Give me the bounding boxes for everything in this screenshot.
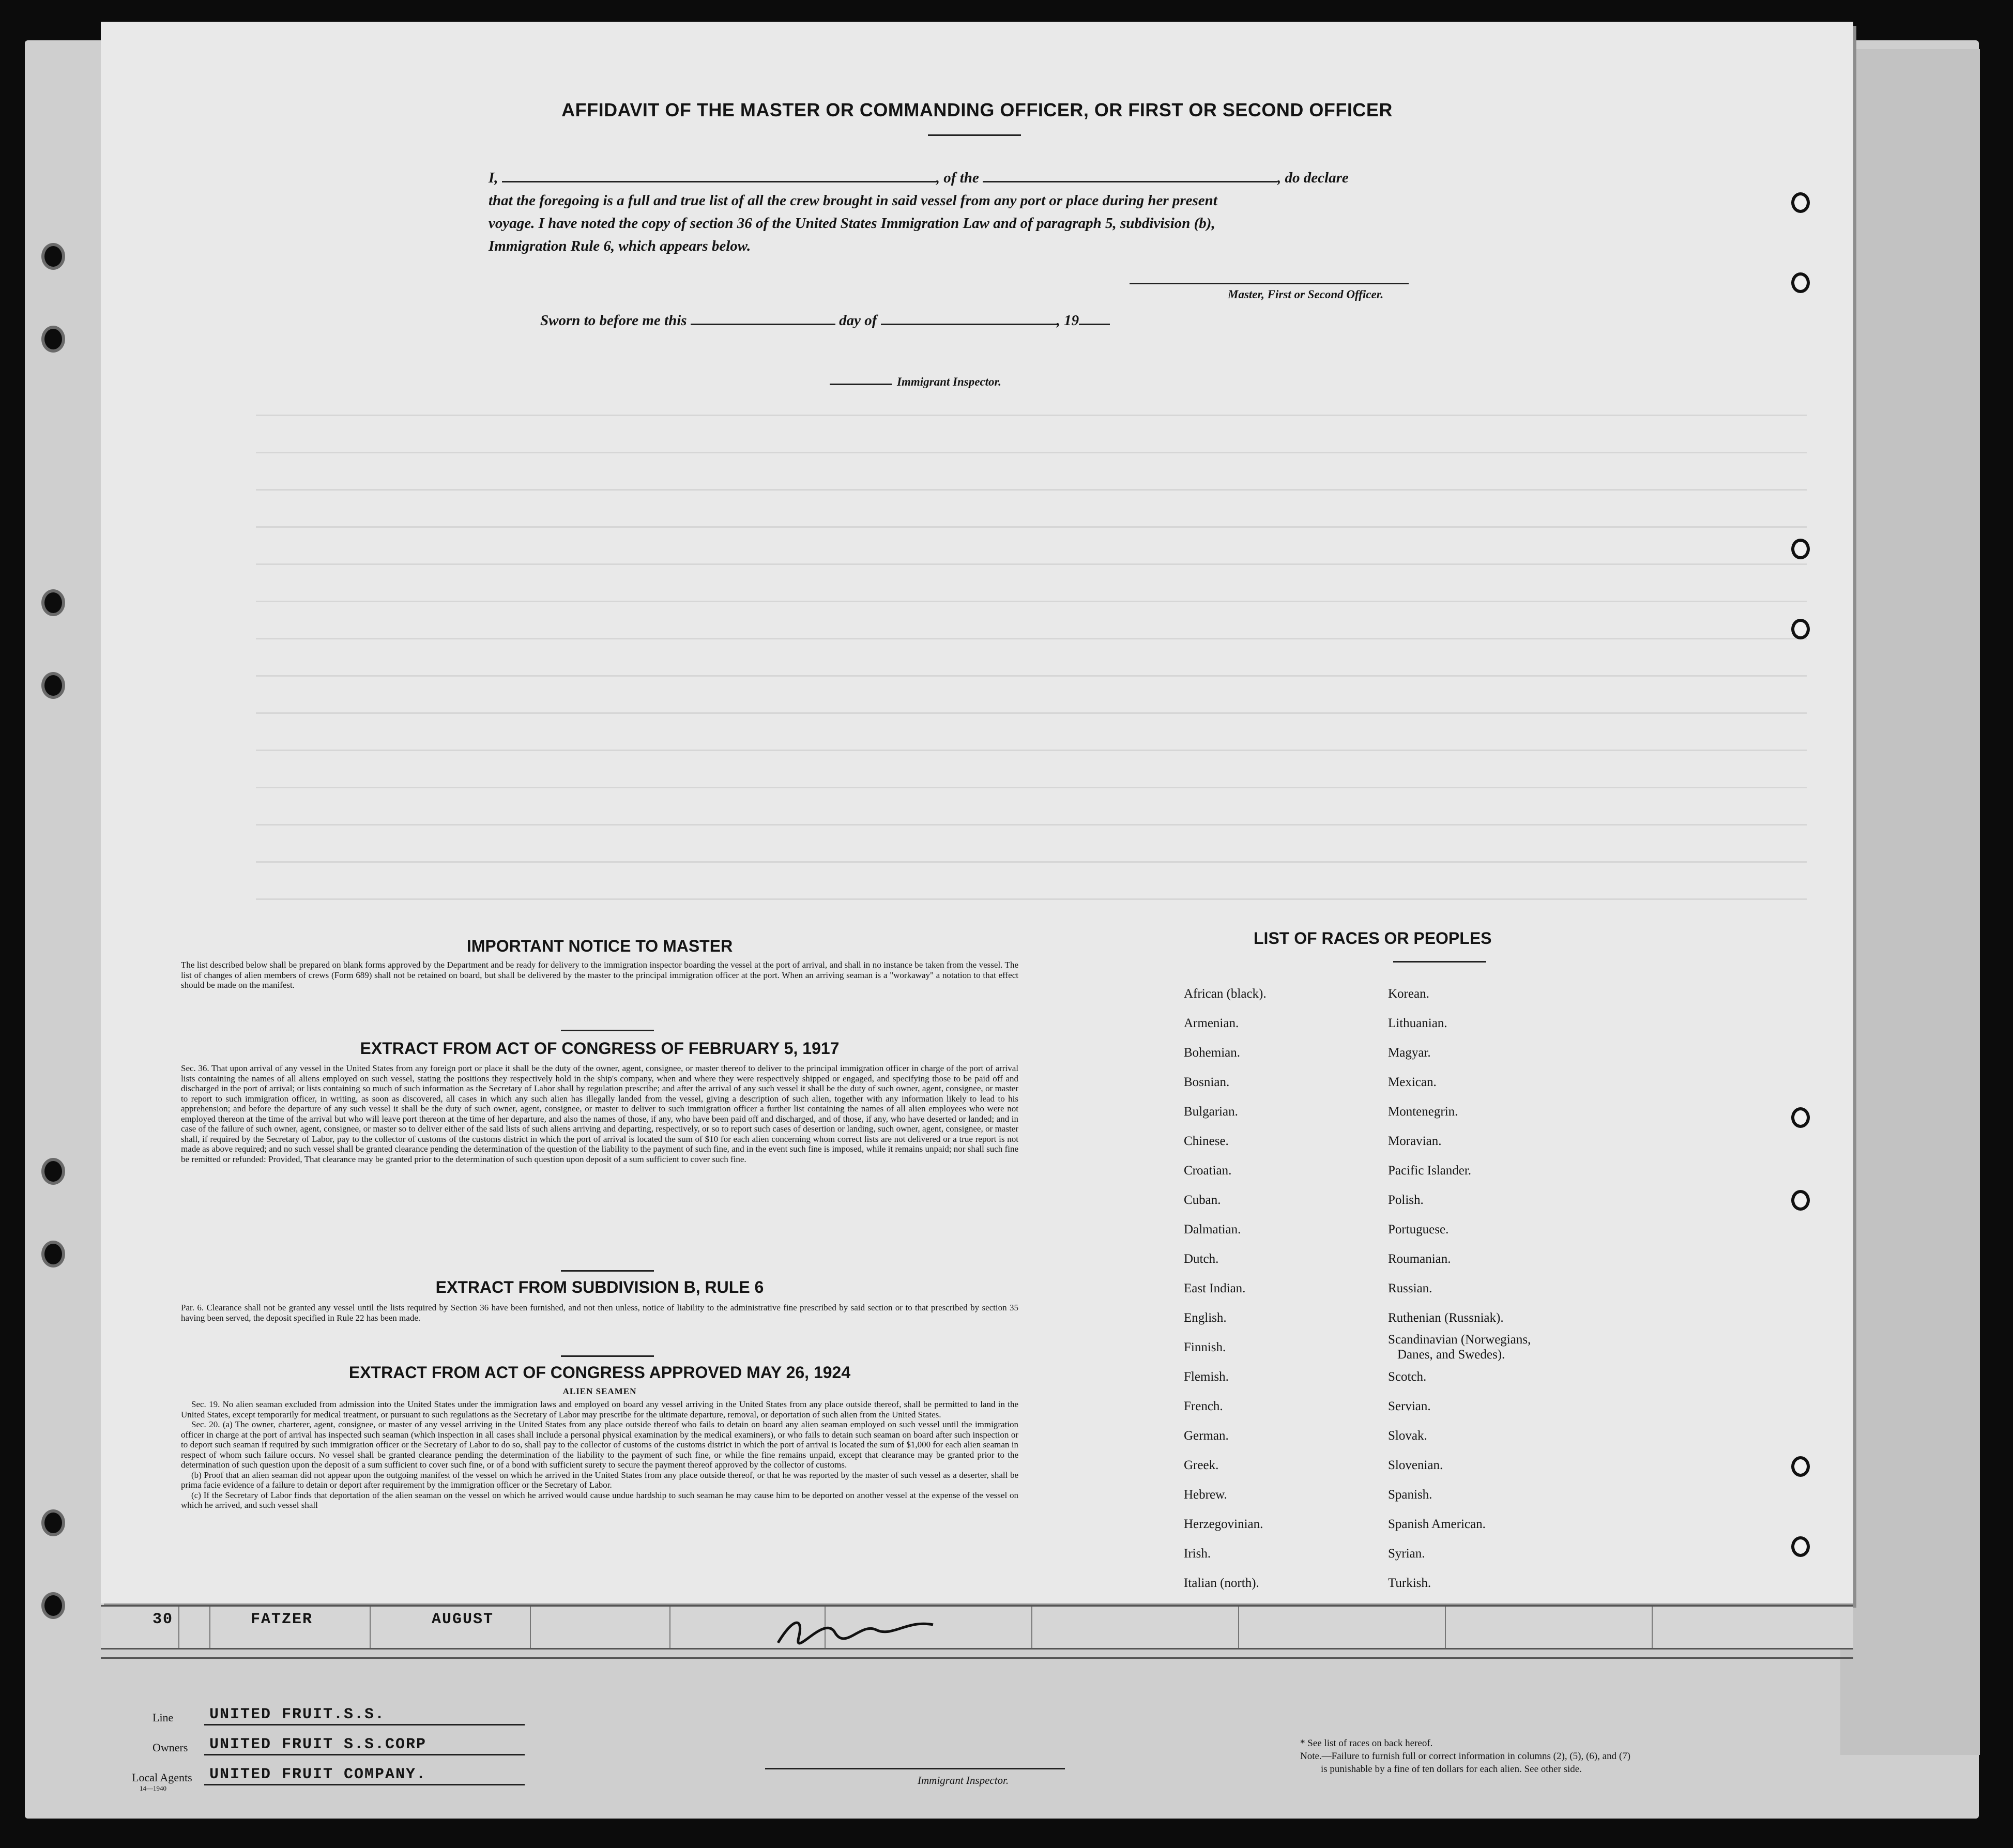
footer-notes: * See list of races on back hereof. Note.—Failure to furnish full or correct information in columns (2), (5), (6), and (7) is punishable by a fine of ten dollars for each alien. See other side.	[1300, 1738, 1630, 1775]
affidavit-page	[101, 22, 1853, 1603]
affidavit-line2: that the foregoing is a full and true list of all the crew brought in said vessel from any port or place during her present	[489, 192, 1217, 209]
binder-hole	[41, 1158, 65, 1185]
binder-hole	[41, 1592, 65, 1619]
notice-body: The list described below shall be prepared on blank forms approved by the Department and be ready for delivery to the immigration inspector boarding the vessel at the port of arrival, and shall in no instance be taken from the vessel. The list of changes of alien members of crews (Form 689) shall not be retained on board, but shall be delivered by the master to the principal immigration officer at the port. When an arriving seaman is a "workaway" a notation to that effect should be made on the manifest.	[181, 960, 1018, 990]
race-item: Turkish.	[1388, 1576, 1431, 1590]
handwritten-signature	[773, 1612, 938, 1648]
footer	[101, 1649, 1853, 1814]
crew-list-row	[101, 1605, 1853, 1650]
race-item: Spanish American.	[1388, 1517, 1486, 1531]
vessel-blank	[983, 181, 1277, 182]
race-item: Bohemian.	[1184, 1046, 1241, 1060]
agents-label: Local Agents	[132, 1771, 192, 1784]
sworn-line: Sworn to before me this day of , 19	[540, 312, 1110, 329]
extract-1924-body: Sec. 19. No alien seaman excluded from admission into the United States under the immigration laws and employed on board any vessel arriving in the United States from any place outside thereof, shall be permitted to land in the United States, except temporarily for medical treatment, or pursuant to such regulations as the Secretary of Labor may prescribe for the ultimate departure, removal, or deportation of such alien from the United States. Sec. 20. (a) The owner, charterer, agent, consignee, or master of any vessel arriving in the United States from any place outside thereof who fails to detain on board any alien seaman employed on such vessel until the immigration officer in charge at the port of arrival has inspected such seaman (which inspection in all cases shall include a personal physical examination by the medical examiners), or who fails to detain such seaman on board after such inspection or to deport such seaman if required by such immigration officer or the Secretary of Labor to do so, shall pay to the collector of customs of the customs district in which the port of arrival is located the sum of $1,000 for each alien seaman in respect of whom such failure occurs. No vessel shall be granted clearance pending the determination of the liability to the payment of such fine, or while the fine remains unpaid, except that clearance may be granted prior to the determination of such question upon the deposit of a sum sufficient to cover such fine, or of a bond with sufficient surety to secure the payment thereof approved by the collector of customs. (b) Proof that an alien seaman did not appear upon the outgoing manifest of the vessel on which he arrived in the United States from any place outside thereof, or that he was reported by the master of such vessel as a deserter, shall be prima facie evidence of a failure to detain or deport after requirement by the immigration officer or the Secretary of Labor. (c) If the Secretary of Labor finds that deportation of the alien seaman on the vessel on which he arrived would cause undue hardship to such seaman he may cause him to be deported on another vessel at the expense of the vessel on which he arrived, and such vessel shall	[181, 1399, 1018, 1510]
race-item: Slovenian.	[1388, 1458, 1443, 1472]
binder-hole	[41, 326, 65, 353]
races-rule	[1393, 961, 1486, 963]
binder-hole	[41, 672, 65, 699]
binder-hole	[41, 1241, 65, 1267]
race-item: Danes, and Swedes).	[1397, 1348, 1505, 1362]
extract-1924-subtitle: ALIEN SEAMEN	[562, 1386, 637, 1396]
sworn-month-blank	[881, 324, 1057, 325]
race-item: Dutch.	[1184, 1252, 1219, 1266]
race-item: Scandinavian (Norwegians,	[1388, 1333, 1531, 1347]
race-item: English.	[1184, 1311, 1227, 1325]
inspector-signature-line	[830, 384, 892, 385]
binder-hole	[1791, 1190, 1810, 1211]
binder-hole	[41, 589, 65, 616]
race-item: Syrian.	[1388, 1547, 1425, 1561]
line-value: UNITED FRUIT.S.S.	[209, 1706, 386, 1723]
race-item: Armenian.	[1184, 1016, 1239, 1030]
race-item: Mexican.	[1388, 1075, 1437, 1089]
race-item: Hebrew.	[1184, 1488, 1227, 1502]
name-blank	[502, 181, 936, 182]
race-item: Bulgarian.	[1184, 1105, 1238, 1119]
race-item: Herzegovinian.	[1184, 1517, 1263, 1531]
sworn-year-blank	[1079, 324, 1110, 325]
extract-1917-title: EXTRACT FROM ACT OF CONGRESS OF FEBRUARY 5, 1917	[360, 1039, 840, 1058]
race-item: Korean.	[1388, 987, 1429, 1001]
race-item: Polish.	[1388, 1193, 1424, 1207]
race-item: Russian.	[1388, 1281, 1432, 1295]
extract-1917-body: Sec. 36. That upon arrival of any vessel in the United States from any foreign port or place it shall be the duty of the owner, agent, consignee, or master thereof to deliver to the principal immigration officer in charge of the port of arrival lists containing the names of all aliens employed on such vessel, stating the positions they respectively hold in the ship's company, when and where they were respectively shipped or engaged, and specifying those to be paid off and discharged in the port of arrival; or lists containing so much of such information as the Secretary of Labor shall by regulation prescribe; and after the arrival of any such vessel it shall be the duty of such owner, agent, consignee, or master to report to such immigration officer, in writing, as soon as discovered, all cases in which any such alien has illegally landed from the vessel, giving a description of such alien, together with any information likely to lead to his apprehension; and before the departure of any such vessel it shall be the duty of such owner, agent, consignee, or master to deliver to such immigration officer a further list containing the names of all alien employees who were not employed thereon at the time of the arrival but who will leave port thereon at the time of her departure, and also the names of those, if any, who have been paid off and discharged, and of those, if any, who have deserted or landed; and in case of the failure of such owner, agent, consignee, or master so to deliver either of the said lists of such aliens arriving and departing, respectively, or so to report such cases of desertion or landing, such owner, agent, consignee, or master shall, if required by the Secretary of Labor, pay to the collector of customs of the customs district in which the port of arrival is located the sum of $10 for each alien concerning whom correct lists are not delivered or a true report is not made as above required; and no such vessel shall be granted clearance pending the determination of the question of the liability to the payment of such fine, and in the event such fine is imposed, while it remains unpaid; nor shall such fine be remitted or refunded: Provided, That clearance may be granted prior to the determination of such question upon deposit of a sum sufficient to cover such fine.	[181, 1063, 1018, 1164]
race-item: French.	[1184, 1399, 1223, 1413]
affidavit-title: AFFIDAVIT OF THE MASTER OR COMMANDING OFFICER, OR FIRST OR SECOND OFFICER	[561, 99, 1393, 120]
master-signature-line	[1130, 283, 1409, 284]
affidavit-line3: voyage. I have noted the copy of section 36 of the United States Immigration Law and of paragraph 5, subdivision (b),	[489, 215, 1215, 232]
row-given-name: AUGUST	[432, 1611, 494, 1628]
form-number: 14—1940	[140, 1784, 166, 1792]
race-item: Finnish.	[1184, 1340, 1226, 1354]
master-signature-label: Master, First or Second Officer.	[1228, 288, 1384, 301]
races-column-2	[1388, 979, 1657, 1598]
footer-inspector-label: Immigrant Inspector.	[918, 1774, 1009, 1786]
race-item: Servian.	[1388, 1399, 1431, 1413]
race-item: African (black).	[1184, 987, 1267, 1001]
binder-hole	[1791, 272, 1810, 293]
race-item: Scotch.	[1388, 1370, 1427, 1384]
binder-hole	[1791, 1456, 1810, 1477]
race-item: Flemish.	[1184, 1370, 1229, 1384]
race-item: Italian (north).	[1184, 1576, 1259, 1590]
race-item: Slovak.	[1388, 1429, 1427, 1443]
race-item: East Indian.	[1184, 1281, 1246, 1295]
race-item: German.	[1184, 1429, 1229, 1443]
race-item: Spanish.	[1388, 1488, 1432, 1502]
binder-hole	[41, 243, 65, 270]
row-surname: FATZER	[251, 1611, 313, 1628]
affidavit-line1: I, , of the , do declare	[489, 170, 1349, 186]
race-item: Moravian.	[1388, 1134, 1442, 1148]
binder-hole	[1791, 192, 1810, 213]
race-item: Cuban.	[1184, 1193, 1221, 1207]
race-item: Greek.	[1184, 1458, 1219, 1472]
affidavit-line4: Immigration Rule 6, which appears below.	[489, 238, 751, 254]
extract-rule	[561, 1270, 654, 1272]
races-column-1	[1184, 979, 1380, 1598]
race-item: Roumanian.	[1388, 1252, 1451, 1266]
binder-hole	[1791, 1536, 1810, 1557]
title-rule	[928, 134, 1021, 136]
sworn-day-blank	[691, 324, 835, 325]
affidavit-body	[489, 166, 1626, 257]
race-item: Dalmatian.	[1184, 1223, 1241, 1236]
extract-1924-title: EXTRACT FROM ACT OF CONGRESS APPROVED MAY 26, 1924	[348, 1363, 851, 1382]
binder-hole	[1791, 1107, 1810, 1128]
line-label: Line	[152, 1711, 174, 1724]
race-item: Chinese.	[1184, 1134, 1229, 1148]
race-item: Montenegrin.	[1388, 1105, 1458, 1119]
inspector-label: Immigrant Inspector.	[897, 375, 1001, 388]
notice-title: IMPORTANT NOTICE TO MASTER	[466, 937, 733, 955]
race-item: Ruthenian (Russniak).	[1388, 1311, 1504, 1325]
races-title: LIST OF RACES OR PEOPLES	[1254, 929, 1492, 948]
agents-value: UNITED FRUIT COMPANY.	[209, 1766, 427, 1783]
race-item: Bosnian.	[1184, 1075, 1230, 1089]
row-number: 30	[152, 1611, 174, 1628]
rule6-title: EXTRACT FROM SUBDIVISION B, RULE 6	[435, 1278, 764, 1296]
notice-rule	[561, 1030, 654, 1031]
back-sheet-edge	[1840, 49, 1980, 1755]
bleed-through-text	[256, 415, 1807, 931]
race-item: Magyar.	[1388, 1046, 1431, 1060]
race-item: Irish.	[1184, 1547, 1211, 1561]
rule6-rule	[561, 1355, 654, 1357]
race-item: Lithuanian.	[1388, 1016, 1447, 1030]
binder-hole	[41, 1509, 65, 1536]
owners-label: Owners	[152, 1741, 188, 1754]
race-item: Pacific Islander.	[1388, 1164, 1472, 1178]
owners-value: UNITED FRUIT S.S.CORP	[209, 1736, 427, 1753]
race-item: Portuguese.	[1388, 1223, 1449, 1236]
rule6-body: Par. 6. Clearance shall not be granted any vessel until the lists required by Section 36 have been furnished, and not then unless, notice of liability to the administrative fine prescribed by said section or to that prescribed by section 35 having been served, the deposit specified in Rule 22 has been made.	[181, 1303, 1018, 1323]
race-item: Croatian.	[1184, 1164, 1232, 1178]
